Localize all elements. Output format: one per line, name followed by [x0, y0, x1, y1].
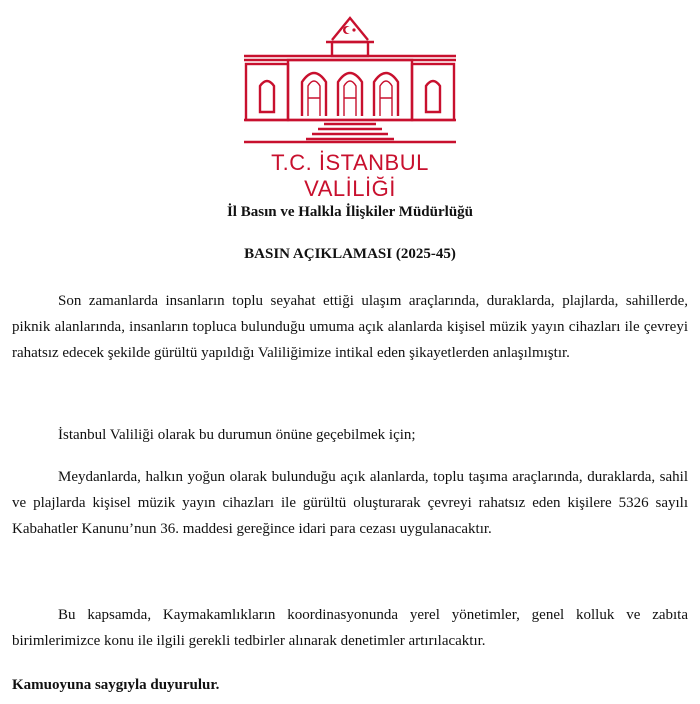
body-paragraph-3: Meydanlarda, halkın yoğun olarak bulunduğu açık alanlarda, toplu taşıma araçlarında, duraklarda, sahil ve plajlarda kişisel müzik yayın cihazları ile gürültü oluşturarak çevreyi rahatsız eden kişilere 5326 sayılı Kabahatler Kanunu’nun 36. maddesi gereğince idari para cezası uygulanacaktır.	[12, 469, 688, 537]
building-emblem-icon	[234, 12, 466, 148]
body-paragraph-2: İstanbul Valiliği olarak bu durumun önüne geçebilmek için;	[58, 427, 416, 443]
body-paragraph-4: Bu kapsamda, Kaymakamlıkların koordinasyonunda yerel yönetimler, genel kolluk ve zabıta birimlerimizce konu ile ilgili gerekli tedbirler alınarak denetimler artırılacaktır.	[12, 607, 688, 649]
closing-line: Kamuoyuna saygıyla duyurulur.	[12, 677, 220, 693]
press-release-title: BASIN AÇIKLAMASI (2025-45)	[244, 246, 456, 262]
governorship-logo	[234, 12, 466, 201]
body-paragraph-1: Son zamanlarda insanların toplu seyahat ettiği ulaşım araçlarında, duraklarda, plajlarda, sahillerde, piknik alanlarında, insanların topluca bulunduğu umuma açık alanlarda kişisel müzik yayın cihazları ile çevreyi rahatsız edecek şekilde gürültü yapıldığı Valiliğimize intikal eden şikayetlerden anlaşılmıştır.	[12, 293, 688, 361]
department-heading: İl Basın ve Halkla İlişkiler Müdürlüğü	[226, 204, 474, 220]
logo-text: T.C. İSTANBUL VALİLİĞİ	[271, 150, 429, 201]
